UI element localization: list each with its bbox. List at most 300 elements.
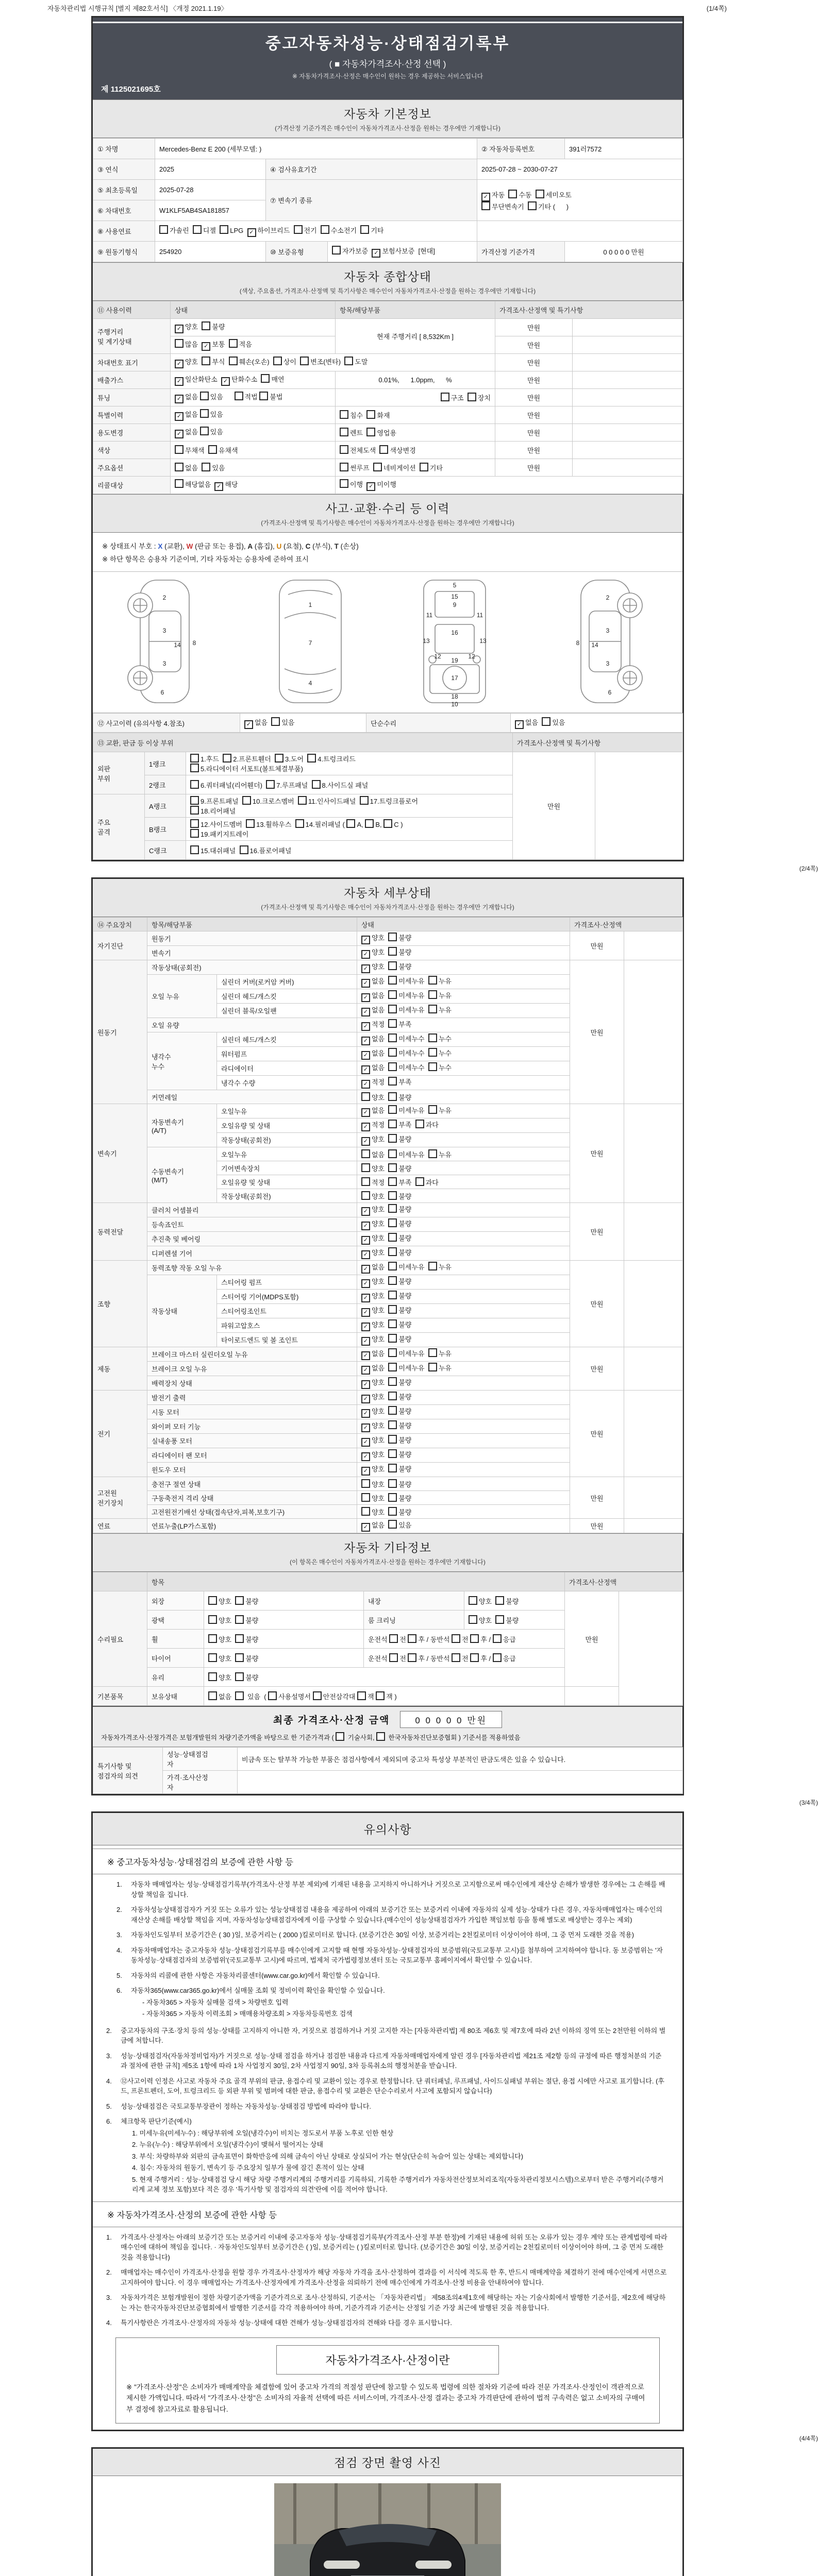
panel-number: 5 xyxy=(453,582,457,589)
checkbox-empty[interactable] xyxy=(388,1005,397,1013)
checkbox-empty[interactable] xyxy=(200,427,209,435)
checkbox-empty[interactable] xyxy=(388,933,397,941)
notice-item-text: 자동차 매매업자는 성능·상태점검기록부(가격조사·산정 부분 제외)에 기재된 내용을 고지하지 아니하거나 거짓으로 고지함으로써 매수인에게 재산상 손해가 발생한 경우에는 그 손해를 배상할 책임을 집니다. xyxy=(131,1880,665,1899)
checkbox-checked[interactable]: ✓ xyxy=(361,1279,370,1288)
panel-number: 3 xyxy=(606,660,610,667)
checkbox-checked[interactable]: ✓ xyxy=(361,1022,370,1031)
checkbox-checked[interactable]: ✓ xyxy=(361,993,370,1002)
checkbox-empty[interactable] xyxy=(159,225,168,234)
table-cell: 만원 xyxy=(495,459,573,477)
checkbox-empty[interactable] xyxy=(388,961,397,970)
checkbox-empty[interactable] xyxy=(223,754,231,762)
checkbox-empty[interactable] xyxy=(366,410,375,419)
checkbox-empty[interactable] xyxy=(481,201,490,210)
checkbox-checked[interactable]: ✓ xyxy=(247,228,256,237)
checkbox-empty[interactable] xyxy=(275,754,283,762)
table-cell: 원동기 xyxy=(147,931,357,946)
checkbox-empty[interactable] xyxy=(493,1653,502,1662)
document xyxy=(91,16,818,2576)
checkbox-checked[interactable]: ✓ xyxy=(361,1351,370,1360)
table-cell: 브레이크 오일 누유 xyxy=(147,1362,357,1376)
table-cell xyxy=(573,319,683,336)
table-cell: ✓ 양호 불량 xyxy=(357,1333,570,1347)
checkbox-empty[interactable] xyxy=(332,246,341,255)
checkbox-empty[interactable] xyxy=(361,1149,370,1158)
document-number: 제 1125021695호 xyxy=(101,85,161,94)
checkbox-checked[interactable]: ✓ xyxy=(361,1123,370,1131)
checkbox-empty[interactable] xyxy=(428,1048,437,1057)
checkbox-empty[interactable] xyxy=(361,1479,370,1488)
checkbox-empty[interactable] xyxy=(175,479,183,488)
table-cell xyxy=(624,1203,683,1261)
checkbox-checked[interactable]: ✓ xyxy=(361,1137,370,1146)
checkbox-empty[interactable] xyxy=(246,819,255,828)
special-notes-table-grid xyxy=(93,1747,683,1794)
checkbox-empty[interactable] xyxy=(408,1634,416,1643)
panel-number: 2 xyxy=(162,594,166,601)
checkbox-empty[interactable] xyxy=(388,1348,397,1357)
checkbox-empty[interactable] xyxy=(268,1691,277,1700)
notice-item-number: 3. xyxy=(116,1931,122,1939)
checkbox-checked[interactable]: ✓ xyxy=(361,1523,370,1532)
notice-sub-item: - 자동차365 > 자동차 이력조회 > 매매용차량조회 > 자동차등록번호 검색 xyxy=(142,2010,353,2018)
checkbox-empty[interactable] xyxy=(452,1653,460,1662)
checkbox-empty[interactable] xyxy=(388,1305,397,1314)
checkbox-empty[interactable] xyxy=(493,1634,502,1643)
checkbox-checked[interactable]: ✓ xyxy=(361,1037,370,1045)
checkbox-empty[interactable] xyxy=(389,1653,398,1662)
checkbox-empty[interactable] xyxy=(340,428,348,436)
checkbox-empty[interactable] xyxy=(388,1377,397,1386)
checkbox-checked[interactable]: ✓ xyxy=(361,1222,370,1230)
checkbox-empty[interactable] xyxy=(388,1077,397,1086)
checkbox-empty[interactable] xyxy=(428,1348,437,1357)
checkbox-empty[interactable] xyxy=(495,1596,504,1605)
checkbox-empty[interactable] xyxy=(360,796,369,805)
checkbox-empty[interactable] xyxy=(273,357,282,365)
checkbox-empty[interactable] xyxy=(528,201,537,210)
table-row xyxy=(93,960,683,975)
checkbox-checked[interactable]: ✓ xyxy=(361,1438,370,1447)
checkbox-empty[interactable] xyxy=(428,990,437,999)
checkbox-empty[interactable] xyxy=(208,1691,217,1700)
checkbox-empty[interactable] xyxy=(428,1149,437,1158)
checkbox-empty[interactable] xyxy=(469,1596,477,1605)
table-cell: 양호 불량 xyxy=(357,1505,570,1519)
checkbox-empty[interactable] xyxy=(388,1435,397,1444)
checkbox-empty[interactable] xyxy=(388,1464,397,1472)
checkbox-empty[interactable] xyxy=(388,1493,397,1502)
table-cell: 무채색 유채색 xyxy=(171,442,336,459)
checkbox-checked[interactable]: ✓ xyxy=(361,1467,370,1476)
panel-number: 8 xyxy=(576,639,580,647)
checkbox-checked[interactable]: ✓ xyxy=(175,395,183,403)
checkbox-checked[interactable]: ✓ xyxy=(175,430,183,438)
checkbox-checked[interactable]: ✓ xyxy=(366,482,375,491)
checkbox-empty[interactable] xyxy=(408,1653,416,1662)
checkbox-checked[interactable]: ✓ xyxy=(361,1366,370,1375)
checkbox-empty[interactable] xyxy=(388,1507,397,1516)
checkbox-checked[interactable]: ✓ xyxy=(175,360,183,368)
checkbox-empty[interactable] xyxy=(235,1672,244,1681)
checkbox-empty[interactable] xyxy=(235,1653,244,1662)
checkbox-checked[interactable]: ✓ xyxy=(175,377,183,386)
checkbox-empty[interactable] xyxy=(388,1233,397,1242)
checkbox-empty[interactable] xyxy=(376,1732,385,1741)
checkbox-empty[interactable] xyxy=(468,393,476,401)
checkbox-empty[interactable] xyxy=(388,1392,397,1400)
checkbox-checked[interactable]: ✓ xyxy=(221,377,230,386)
notice-item-number: 3. xyxy=(106,2052,112,2060)
checkbox-checked[interactable]: ✓ xyxy=(175,412,183,421)
table-cell: 양호 불량 xyxy=(204,1649,364,1668)
checkbox-empty[interactable] xyxy=(388,1163,397,1172)
table-cell: 양호 불량 xyxy=(357,1491,570,1505)
table-label-cell: 차대번호 표기 xyxy=(93,354,171,371)
checkbox-empty[interactable] xyxy=(235,1615,244,1624)
table-cell: 만원 xyxy=(495,424,573,442)
table-cell: ✓ 없음 미세누유 누유 xyxy=(357,1347,570,1362)
checkbox-empty[interactable] xyxy=(428,1033,437,1042)
table-row xyxy=(93,424,683,442)
checkbox-empty[interactable] xyxy=(388,1319,397,1328)
checkbox-empty[interactable] xyxy=(208,445,217,454)
table-cell: 연료누출(LP가스포함) xyxy=(147,1519,357,1533)
section-title: 자동차 기타정보 xyxy=(344,1541,431,1554)
checkbox-empty[interactable] xyxy=(420,463,428,471)
table-label-cell: 전기 xyxy=(93,1391,147,1477)
notice-item-text: 자동차365(www.car365.go.kr)에서 실매물 조회 및 정비이력 확인을 확인할 수 있습니다. - 자동차365 > 자동차 실매물 검색 > 차량번호 입력 - 자동차365 > 자동차 이력조회 > 매매용차량조회 > 자동차등록번호 검색 xyxy=(131,1986,385,2021)
checkbox-empty[interactable] xyxy=(190,829,199,838)
checkbox-empty[interactable] xyxy=(379,445,388,454)
table-cell: ✓ 양호 불량 xyxy=(357,960,570,975)
checkbox-empty[interactable] xyxy=(361,1177,370,1186)
table-cell: 보유상태 xyxy=(147,1687,204,1706)
panel-number: 6 xyxy=(608,689,612,696)
checkbox-checked[interactable]: ✓ xyxy=(515,720,524,729)
checkbox-checked[interactable]: ✓ xyxy=(361,950,370,959)
section-subtitle: (색상, 주요옵션, 가격조사·산정액 및 특기사항은 매수인이 자동차가격조사·산정을 원하는 경우에만 기재합니다) xyxy=(239,287,536,295)
table-row xyxy=(93,931,683,946)
checkbox-empty[interactable] xyxy=(175,339,183,348)
checkbox-empty[interactable] xyxy=(208,1615,217,1624)
checkbox-empty[interactable] xyxy=(383,819,392,828)
checkbox-checked[interactable]: ✓ xyxy=(361,1423,370,1432)
other-info-table xyxy=(93,1572,682,1706)
panel-rank-table xyxy=(93,733,682,860)
checkbox-empty[interactable] xyxy=(193,225,202,234)
checkbox-empty[interactable] xyxy=(259,392,268,400)
checkbox-checked[interactable]: ✓ xyxy=(361,1207,370,1216)
checkbox-checked[interactable]: ✓ xyxy=(361,1108,370,1117)
checkbox-empty[interactable] xyxy=(175,445,183,454)
table-cell: 만원 xyxy=(495,354,573,371)
table-cell: 해당없음 ✓ 해당 xyxy=(171,477,336,494)
checkbox-checked[interactable]: ✓ xyxy=(361,936,370,944)
checkbox-empty[interactable] xyxy=(361,1507,370,1516)
checkbox-empty[interactable] xyxy=(373,463,382,471)
notice-item-number: 5. xyxy=(116,1971,122,1979)
checkbox-checked[interactable]: ✓ xyxy=(361,1395,370,1403)
checkbox-empty[interactable] xyxy=(361,1163,370,1172)
checkbox-empty[interactable] xyxy=(202,463,210,471)
table-cell xyxy=(624,1391,683,1477)
checkbox-empty[interactable] xyxy=(357,1691,366,1700)
checkbox-empty[interactable] xyxy=(190,764,199,772)
checkbox-empty[interactable] xyxy=(340,445,348,454)
car-diagram-svg xyxy=(107,577,669,707)
checkbox-empty[interactable] xyxy=(202,321,210,330)
checkbox-empty[interactable] xyxy=(388,1291,397,1299)
checkbox-empty[interactable] xyxy=(495,1615,504,1624)
checkbox-empty[interactable] xyxy=(266,780,275,789)
panel-number: 14 xyxy=(591,641,598,649)
checkbox-empty[interactable] xyxy=(428,1262,437,1270)
table-cell xyxy=(619,1591,683,1706)
notice-item-number: 4. xyxy=(106,2077,112,2085)
checkbox-empty[interactable] xyxy=(508,190,517,198)
checkbox-empty[interactable] xyxy=(388,1262,397,1270)
checkbox-empty[interactable] xyxy=(261,374,270,383)
checkbox-empty[interactable] xyxy=(307,754,316,762)
checkbox-empty[interactable] xyxy=(388,1204,397,1213)
table-row xyxy=(93,752,683,775)
checkbox-empty[interactable] xyxy=(242,796,251,805)
checkbox-empty[interactable] xyxy=(388,1363,397,1371)
checkbox-empty[interactable] xyxy=(190,806,199,815)
checkbox-empty[interactable] xyxy=(208,1634,217,1643)
checkbox-empty[interactable] xyxy=(294,225,303,234)
checkbox-empty[interactable] xyxy=(344,357,353,365)
checkbox-empty[interactable] xyxy=(388,1134,397,1143)
checkbox-empty[interactable] xyxy=(208,1672,217,1681)
checkbox-empty[interactable] xyxy=(200,409,209,418)
checkbox-empty[interactable] xyxy=(346,819,355,828)
table-label-cell: 가격조사·산정액 및 특기사항 xyxy=(495,301,683,319)
checkbox-empty[interactable] xyxy=(298,796,307,805)
checkbox-empty[interactable] xyxy=(388,1177,397,1186)
table-cell: 실내송풍 모터 xyxy=(147,1434,357,1448)
checkbox-empty[interactable] xyxy=(340,479,348,488)
checkbox-empty[interactable] xyxy=(542,717,550,726)
checkbox-empty[interactable] xyxy=(441,393,449,401)
checkbox-empty[interactable] xyxy=(388,1062,397,1071)
checkbox-checked[interactable]: ✓ xyxy=(244,720,253,729)
section-header-accident xyxy=(93,494,682,533)
checkbox-checked[interactable]: ✓ xyxy=(361,1236,370,1245)
checkbox-checked[interactable]: ✓ xyxy=(361,1250,370,1259)
checkbox-empty[interactable] xyxy=(271,717,280,726)
table-label-cell: 가격산정 기준가격 xyxy=(477,242,565,262)
panel-number: 12 xyxy=(434,653,441,660)
checkbox-empty[interactable] xyxy=(360,225,369,234)
checkbox-empty[interactable] xyxy=(336,1732,344,1741)
table-cell xyxy=(573,371,683,389)
checkbox-empty[interactable] xyxy=(190,796,199,805)
table-row xyxy=(93,1519,683,1533)
checkbox-empty[interactable] xyxy=(388,1019,397,1028)
checkbox-empty[interactable] xyxy=(190,780,199,789)
table-cell: 양호 불량 xyxy=(204,1668,565,1687)
notice-item-text: 성능·상태점검은 국토교통부장관이 정하는 자동차성능·상태점검 방법에 따라야 합니다. xyxy=(121,2102,372,2110)
table-row xyxy=(93,1477,683,1491)
price-survey-info-box xyxy=(115,2337,660,2424)
checkbox-empty[interactable] xyxy=(388,1449,397,1458)
table-cell: 0 0 0 0 0 만원 xyxy=(565,242,683,262)
checkbox-empty[interactable] xyxy=(388,1149,397,1158)
table-cell: ✓ 양호 불량 xyxy=(357,1405,570,1419)
checkbox-checked[interactable]: ✓ xyxy=(372,249,380,258)
checkbox-empty[interactable] xyxy=(388,1048,397,1057)
checkbox-empty[interactable] xyxy=(200,392,209,400)
table-cell: 만원 xyxy=(570,1519,624,1533)
checkbox-empty[interactable] xyxy=(388,1092,397,1101)
checkbox-empty[interactable] xyxy=(340,463,348,471)
checkbox-empty[interactable] xyxy=(235,1691,244,1700)
checkbox-empty[interactable] xyxy=(295,819,304,828)
checkbox-empty[interactable] xyxy=(202,357,210,365)
damage-code-A: A xyxy=(247,543,253,550)
checkbox-empty[interactable] xyxy=(235,1634,244,1643)
checkbox-checked[interactable]: ✓ xyxy=(361,1008,370,1016)
checkbox-empty[interactable] xyxy=(428,1005,437,1013)
notice-sub-item: 3. 부식: 차량하부와 외판의 금속표면이 화학반응에 의해 금속이 아닌 상태로 상실되어 가는 현상(단순히 녹슬어 있는 상태는 제외합니다) xyxy=(132,2152,524,2160)
table-cell: 254920 xyxy=(155,242,266,262)
checkbox-checked[interactable]: ✓ xyxy=(361,1080,370,1089)
checkbox-empty[interactable] xyxy=(388,1420,397,1429)
checkbox-empty[interactable] xyxy=(469,1615,477,1624)
checkbox-checked[interactable]: ✓ xyxy=(361,1265,370,1274)
checkbox-empty[interactable] xyxy=(388,976,397,985)
checkbox-checked[interactable]: ✓ xyxy=(361,1452,370,1461)
section-title: 자동차 세부상태 xyxy=(344,886,431,900)
checkbox-checked[interactable]: ✓ xyxy=(361,1409,370,1418)
checkbox-empty[interactable] xyxy=(388,1033,397,1042)
table-row xyxy=(93,477,683,494)
checkbox-empty[interactable] xyxy=(361,1092,370,1101)
notice-item-number: 4. xyxy=(106,2319,112,2327)
checkbox-empty[interactable] xyxy=(470,1634,479,1643)
notice-item-text: 자동차인도일부터 보증기간은 ( 30 )일, 보증거리는 ( 2000 )킬로미터로 합니다. (보증기간은 30일 이상, 보증거리는 2천킬로미터 이상이어야 하며, 그 중 먼저 도래한 것을 적용) xyxy=(131,1931,635,1939)
checkbox-empty[interactable] xyxy=(428,1062,437,1071)
checkbox-empty[interactable] xyxy=(388,1105,397,1114)
table-cell: 작동상태 xyxy=(147,1275,217,1347)
checkbox-empty[interactable] xyxy=(321,225,329,234)
checkbox-checked[interactable]: ✓ xyxy=(361,1065,370,1074)
checkbox-empty[interactable] xyxy=(388,1191,397,1200)
checkbox-empty[interactable] xyxy=(428,1363,437,1371)
checkbox-empty[interactable] xyxy=(388,1520,397,1529)
checkbox-empty[interactable] xyxy=(313,1691,322,1700)
checkbox-empty[interactable] xyxy=(428,976,437,985)
checkbox-checked[interactable]: ✓ xyxy=(214,482,223,491)
checkbox-empty[interactable] xyxy=(388,1276,397,1285)
checkbox-empty[interactable] xyxy=(376,1691,385,1700)
checkbox-empty[interactable] xyxy=(175,463,183,471)
table-cell: 실린더 헤드/개스킷 xyxy=(217,1032,357,1047)
checkbox-empty[interactable] xyxy=(208,1653,217,1662)
checkbox-empty[interactable] xyxy=(190,754,199,762)
checkbox-empty[interactable] xyxy=(388,1334,397,1343)
table-cell: 충전구 절연 상태 xyxy=(147,1477,357,1491)
notice-sub-item: - 자동차365 > 자동차 실매물 검색 > 차량번호 입력 xyxy=(142,1998,289,2006)
table-label-cell: 수리필요 xyxy=(93,1591,147,1687)
checkbox-checked[interactable]: ✓ xyxy=(361,1308,370,1317)
table-row xyxy=(93,371,683,389)
checkbox-empty[interactable] xyxy=(300,357,309,365)
checkbox-empty[interactable] xyxy=(235,392,243,400)
checkbox-empty[interactable] xyxy=(415,1120,424,1128)
checkbox-empty[interactable] xyxy=(428,1105,437,1114)
checkbox-empty[interactable] xyxy=(388,1120,397,1128)
checkbox-checked[interactable]: ✓ xyxy=(361,964,370,973)
checkbox-empty[interactable] xyxy=(312,780,321,789)
checkbox-empty[interactable] xyxy=(452,1634,460,1643)
table-cell: 발전기 출력 xyxy=(147,1391,357,1405)
checkbox-empty[interactable] xyxy=(240,845,248,854)
checkbox-empty[interactable] xyxy=(361,1191,370,1200)
checkbox-empty[interactable] xyxy=(229,339,238,348)
checkbox-empty[interactable] xyxy=(235,1596,244,1605)
title-band xyxy=(93,18,682,99)
checkbox-checked[interactable]: ✓ xyxy=(361,1337,370,1346)
checkbox-checked[interactable]: ✓ xyxy=(361,1380,370,1389)
checkbox-empty[interactable] xyxy=(389,1634,398,1643)
checkbox-empty[interactable] xyxy=(388,1218,397,1227)
damage-code-U: U xyxy=(276,543,282,550)
table-label-cell: ④ 검사유효기간 xyxy=(266,159,477,180)
notice-item xyxy=(116,1986,668,2021)
table-row xyxy=(93,1771,683,1794)
checkbox-empty[interactable] xyxy=(536,190,544,198)
checkbox-checked[interactable]: ✓ xyxy=(361,1294,370,1302)
table-label-cell xyxy=(93,1572,147,1591)
checkbox-empty[interactable] xyxy=(190,845,199,854)
table-label-cell: 원동기 xyxy=(93,960,147,1104)
checkbox-empty[interactable] xyxy=(208,1596,217,1605)
checkbox-empty[interactable] xyxy=(388,1247,397,1256)
checkbox-checked[interactable]: ✓ xyxy=(361,1051,370,1060)
checkbox-empty[interactable] xyxy=(366,428,375,436)
checkbox-empty[interactable] xyxy=(220,225,228,234)
notice-item-number: 2. xyxy=(106,2026,112,2035)
checkbox-empty[interactable] xyxy=(415,1177,424,1186)
checkbox-empty[interactable] xyxy=(229,357,238,365)
table-cell: ✓ 적정 부족 과다 xyxy=(357,1118,570,1133)
checkbox-checked[interactable]: ✓ xyxy=(202,342,210,351)
checkbox-empty[interactable] xyxy=(388,1479,397,1488)
table-cell: 만원 xyxy=(570,1203,624,1261)
checkbox-checked[interactable]: ✓ xyxy=(481,193,490,201)
table-cell: 0.01%, 1.0ppm, % xyxy=(336,371,495,389)
checkbox-checked[interactable]: ✓ xyxy=(175,325,183,333)
checkbox-empty[interactable] xyxy=(340,410,348,419)
checkbox-empty[interactable] xyxy=(361,1493,370,1502)
checkbox-empty[interactable] xyxy=(190,819,199,828)
table-cell: 구동축전지 격리 상태 xyxy=(147,1491,357,1505)
checkbox-empty[interactable] xyxy=(388,990,397,999)
checkbox-empty[interactable] xyxy=(470,1653,479,1662)
checkbox-empty[interactable] xyxy=(365,819,374,828)
panel-number: 18 xyxy=(451,693,458,700)
checkbox-checked[interactable]: ✓ xyxy=(361,979,370,988)
table-label-cell: 항목 xyxy=(147,1572,565,1591)
table-label-cell: 가격조사·산정액 xyxy=(565,1572,683,1591)
table-row xyxy=(93,389,683,406)
checkbox-empty[interactable] xyxy=(388,1406,397,1415)
checkbox-checked[interactable]: ✓ xyxy=(361,1323,370,1331)
checkbox-empty[interactable] xyxy=(388,947,397,956)
